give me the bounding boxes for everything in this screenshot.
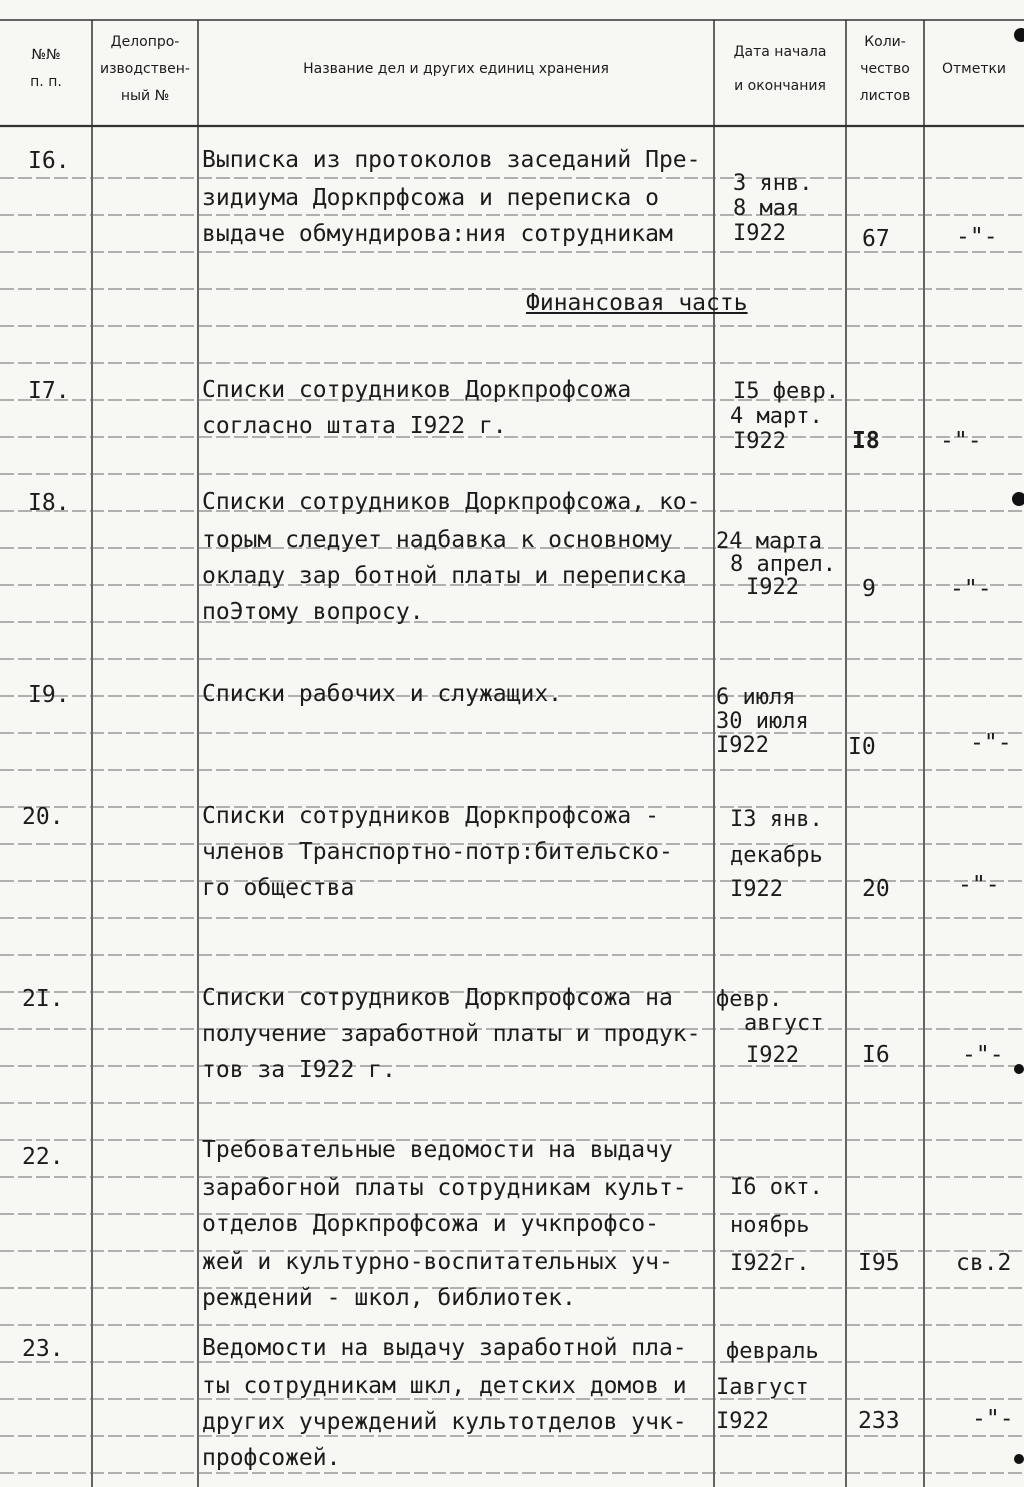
row-title-line: поЭтому вопросу. <box>202 599 424 625</box>
row-title-line: тов за I922 г. <box>202 1057 396 1083</box>
row-date: 8 мая <box>733 196 800 221</box>
ink-spot <box>1014 28 1024 42</box>
row-title-line: Списки рабочих и служащих. <box>202 681 563 707</box>
row-title-line: выдаче обмундирова:ния сотрудникам <box>202 221 673 247</box>
row-title-line: отделов Доркпрофсожа и учкпрофсо- <box>202 1211 659 1237</box>
row-note: -"- <box>962 1042 1004 1068</box>
row-count: I0 <box>848 734 876 760</box>
header-office-number: Делопро- изводствен- ный № <box>100 33 190 104</box>
row-count: 20 <box>862 876 890 902</box>
header-dates: Дата начала и окончания <box>733 44 827 94</box>
row-count: 233 <box>858 1408 900 1434</box>
ink-spot <box>1014 1064 1024 1074</box>
row-count: 67 <box>862 226 890 252</box>
row-date: февр. <box>716 987 783 1012</box>
row-date: I922 <box>730 877 783 902</box>
row-number: I9. <box>28 682 70 708</box>
row-title-line: зарабогной платы сотрудникам культ- <box>202 1175 687 1201</box>
ink-spot <box>1012 492 1024 506</box>
row-title-line: Списки сотрудников Доркпрофсожа <box>202 377 632 403</box>
row-date: I922г. <box>730 1251 810 1276</box>
row-title-line: Списки сотрудников Доркпрофсожа, ко- <box>202 489 701 515</box>
row-title-line: Требовательные ведомости на выдачу <box>202 1137 673 1163</box>
row-number: I8. <box>28 490 70 516</box>
row-note: -"- <box>972 1406 1014 1432</box>
row-date: I922 <box>746 1043 799 1068</box>
row-date: 8 апрел. <box>730 552 836 577</box>
row-title-line: торым следует надбавка к основному <box>202 527 673 553</box>
row-title-line: Ведомости на выдачу заработной пла- <box>202 1335 687 1361</box>
row-date: I5 февр. <box>733 379 839 404</box>
row-date: I922 <box>733 429 786 454</box>
row-count: I6 <box>862 1042 890 1068</box>
row-date: 3 янв. <box>733 171 813 196</box>
row-date: 24 марта <box>716 529 822 554</box>
header-notes: Отметки <box>941 60 1007 77</box>
row-note: -"- <box>956 224 998 250</box>
row-note: св.2 <box>956 1250 1012 1276</box>
ink-spot <box>1014 1454 1024 1464</box>
row-title-line: жей и культурно-воспитательных уч- <box>202 1249 673 1275</box>
row-date: I3 янв. <box>730 807 823 832</box>
row-title-line: получение заработной платы и продук- <box>202 1021 701 1047</box>
row-number: 20. <box>22 804 64 830</box>
row-title-line: зидиума Доркпрфсожа и переписка о <box>202 185 659 211</box>
row-count: 9 <box>862 576 876 602</box>
row-number: I6. <box>28 148 70 174</box>
row-title-line: ты сотрудникам шкл, детских домов и <box>202 1373 687 1399</box>
row-title-line: Выписка из протоколов заседаний Пре- <box>202 147 701 173</box>
row-date: декабрь <box>730 843 823 868</box>
header-title: Название дел и других единиц хранения <box>303 60 609 77</box>
row-title-line: профсожей. <box>202 1445 341 1471</box>
row-note: -"- <box>940 428 982 454</box>
row-date: август <box>744 1011 824 1036</box>
row-number: 23. <box>22 1336 64 1362</box>
header-count: Коли- чество листов <box>859 33 911 104</box>
row-date: I6 окт. <box>730 1175 823 1200</box>
row-number: 2I. <box>22 986 64 1012</box>
row-note: -"- <box>958 872 1000 898</box>
row-date: 30 июля <box>716 709 809 734</box>
row-title-line: окладу зар ботной платы и переписка <box>202 563 687 589</box>
row-number: I7. <box>28 378 70 404</box>
row-title-line: реждений - школ, библиотек. <box>202 1285 576 1311</box>
row-date: I922 <box>733 221 786 246</box>
row-title-line: го общества <box>202 875 355 901</box>
row-title-line: согласно штата I922 г. <box>202 413 507 439</box>
section-title: Финансовая часть <box>526 290 748 316</box>
row-number: 22. <box>22 1144 64 1170</box>
row-date: 6 июля <box>716 685 796 710</box>
row-title-line: членов Транспортно-потр:бительско- <box>202 839 673 865</box>
row-date: Iавгуст <box>716 1375 809 1400</box>
row-date: февраль <box>726 1339 819 1364</box>
header-num: №№ п. п. <box>30 47 62 90</box>
row-count: I8 <box>852 428 880 454</box>
row-date: 4 март. <box>730 404 823 429</box>
row-date: I922 <box>716 1409 769 1434</box>
row-title-line: Списки сотрудников Доркпрофсожа на <box>202 985 673 1011</box>
row-note: -"- <box>950 576 992 602</box>
row-note: -"- <box>970 730 1012 756</box>
row-title-line: Списки сотрудников Доркпрофсожа - <box>202 803 659 829</box>
row-date: ноябрь <box>730 1213 810 1238</box>
row-date: I922 <box>716 733 769 758</box>
row-date: I922 <box>746 575 799 600</box>
row-title-line: других учреждений культотделов учк- <box>202 1409 687 1435</box>
row-count: I95 <box>858 1250 900 1276</box>
